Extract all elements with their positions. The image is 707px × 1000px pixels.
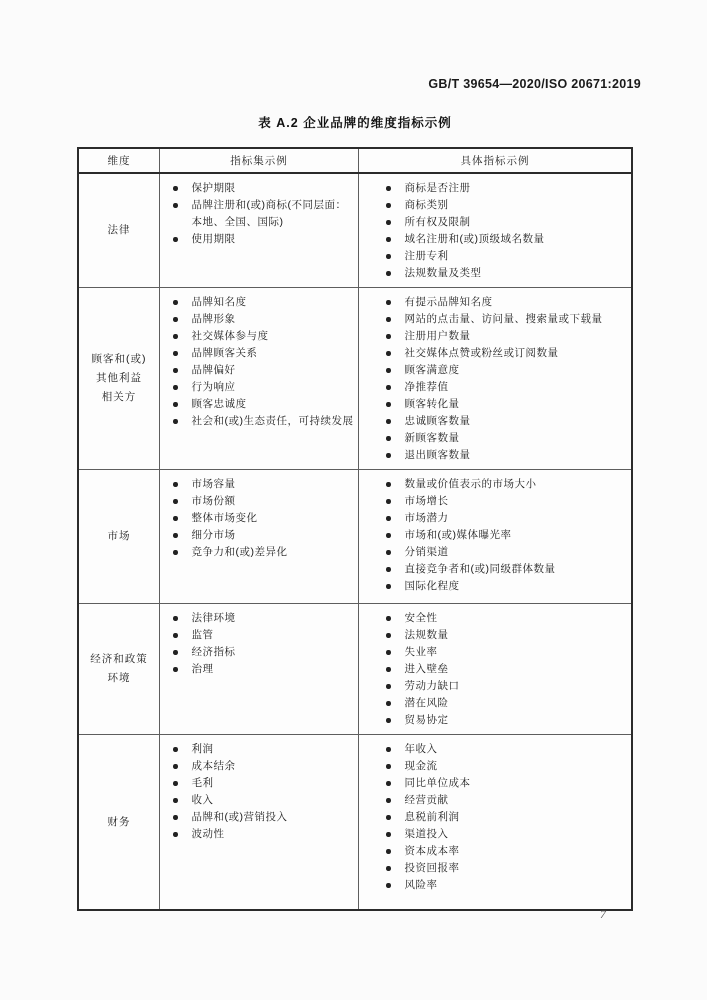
list-item-label: 新顾客数量	[404, 432, 460, 444]
bullet-icon	[386, 203, 391, 208]
list-item-label: 市场份额	[191, 495, 236, 507]
bullet-list	[386, 476, 627, 595]
list-item-label: 监管	[191, 629, 214, 641]
list-item	[386, 362, 627, 379]
list-item-label: 使用期限	[191, 233, 236, 245]
page-number: 7	[600, 907, 606, 921]
list-item-label: 市场增长	[404, 495, 449, 507]
list-item-label: 行为响应	[191, 381, 236, 393]
bullet-list	[386, 741, 627, 894]
list-item-label: 市场容量	[191, 478, 236, 490]
table-row	[79, 735, 631, 909]
bullet-icon	[173, 550, 178, 555]
dimension-label-line: 相关方	[101, 391, 137, 403]
bullet-icon	[173, 781, 178, 786]
dimension-label-line: 财务	[107, 815, 131, 828]
bullet-icon	[173, 186, 178, 191]
bullet-icon	[173, 385, 178, 390]
bullet-icon	[173, 334, 178, 339]
list-item-label: 现金流	[404, 760, 438, 772]
bullet-icon	[386, 718, 391, 723]
list-item	[173, 527, 354, 544]
list-item-label: 退出顾客数量	[404, 449, 471, 461]
list-item	[173, 396, 354, 413]
list-item	[173, 826, 354, 843]
list-item-label: 毛利	[191, 777, 214, 789]
list-item-label: 域名注册和(或)顶级域名数量	[404, 233, 545, 245]
list-item	[386, 610, 627, 627]
dimension-label-line: 环境	[107, 672, 131, 684]
list-item-label: 劳动力缺口	[404, 680, 460, 692]
list-item-label: 品牌和(或)营销投入	[191, 811, 288, 823]
list-item-label: 进入壁垒	[404, 663, 449, 675]
indicator-set-cell	[160, 470, 359, 603]
bullet-icon	[386, 798, 391, 803]
list-item-label: 顾客忠诚度	[191, 398, 247, 410]
list-item	[386, 644, 627, 661]
list-item-label: 波动性	[191, 828, 225, 840]
bullet-icon	[386, 271, 391, 276]
list-item-label: 同比单位成本	[404, 777, 471, 789]
dimension-cell	[79, 604, 160, 734]
list-item-label: 竞争力和(或)差异化	[191, 546, 288, 558]
list-item-label: 品牌偏好	[191, 364, 236, 376]
list-item-label: 细分市场	[191, 529, 236, 541]
list-item-label: 失业率	[404, 646, 438, 658]
bullet-icon	[386, 453, 391, 458]
list-item-label: 经济指标	[191, 646, 236, 658]
bullet-icon	[386, 781, 391, 786]
list-item-label: 法规数量及类型	[404, 267, 482, 279]
bullet-icon	[386, 616, 391, 621]
list-item	[173, 644, 354, 661]
dimension-label-line: 市场	[107, 530, 131, 542]
list-item	[386, 379, 627, 396]
bullet-icon	[386, 832, 391, 837]
bullet-icon	[173, 650, 178, 655]
list-item-label: 法律环境	[191, 612, 236, 624]
list-item-label: 注册专利	[404, 250, 449, 262]
bullet-list	[173, 294, 354, 430]
bullet-icon	[173, 482, 178, 487]
bullet-icon	[386, 516, 391, 521]
table-title: 表 A.2 企业品牌的维度指标示例	[258, 116, 452, 130]
list-item	[386, 661, 627, 678]
bullet-icon	[173, 832, 178, 837]
indicator-set-cell	[160, 288, 359, 469]
list-item	[386, 413, 627, 430]
list-item-label: 利润	[191, 743, 214, 755]
list-item	[386, 758, 627, 775]
bullet-icon	[173, 237, 178, 242]
standard-number-header: GB/T 39654—2020/ISO 20671:2019	[428, 77, 641, 91]
list-item-label: 保护期限	[191, 182, 236, 194]
bullet-icon	[386, 237, 391, 242]
bullet-icon	[386, 883, 391, 888]
list-item	[173, 661, 354, 678]
dimension-cell	[79, 174, 160, 287]
list-item	[173, 231, 354, 248]
dimension-indicators-table	[77, 147, 633, 911]
bullet-list	[386, 294, 627, 464]
bullet-icon	[386, 385, 391, 390]
bullet-icon	[386, 317, 391, 322]
header-cell-indicator-set: 指标集示例	[160, 149, 359, 172]
list-item	[173, 413, 354, 430]
list-item	[386, 843, 627, 860]
list-item-label: 息税前利润	[404, 811, 460, 823]
bullet-icon	[173, 667, 178, 672]
list-item	[173, 328, 354, 345]
bullet-icon	[173, 516, 178, 521]
list-item	[386, 527, 627, 544]
list-item-label: 市场和(或)媒体曝光率	[404, 529, 512, 541]
list-item	[386, 578, 627, 595]
list-item-label: 社交媒体参与度	[191, 330, 269, 342]
list-item	[173, 311, 354, 328]
list-item	[173, 544, 354, 561]
list-item	[386, 231, 627, 248]
table-row	[79, 470, 631, 604]
list-item-label: 顾客转化量	[404, 398, 460, 410]
list-item-label: 净推荐值	[404, 381, 449, 393]
bullet-icon	[173, 419, 178, 424]
list-item-label: 有提示品牌知名度	[404, 296, 493, 308]
bullet-icon	[386, 567, 391, 572]
bullet-icon	[386, 482, 391, 487]
list-item-label: 商标类别	[404, 199, 449, 211]
bullet-icon	[173, 798, 178, 803]
bullet-icon	[386, 650, 391, 655]
list-item-label: 投资回报率	[404, 862, 460, 874]
bullet-icon	[386, 684, 391, 689]
bullet-icon	[173, 351, 178, 356]
indicator-set-cell	[160, 735, 359, 909]
list-item	[173, 294, 354, 311]
bullet-icon	[386, 186, 391, 191]
dimension-cell	[79, 288, 160, 469]
bullet-list	[386, 610, 627, 729]
table-header-row	[79, 149, 631, 174]
indicator-set-cell	[160, 604, 359, 734]
list-item-label: 安全性	[404, 612, 438, 624]
bullet-icon	[173, 368, 178, 373]
bullet-list	[173, 610, 354, 678]
specific-indicators-cell	[359, 288, 631, 469]
bullet-icon	[173, 533, 178, 538]
specific-indicators-cell	[359, 470, 631, 603]
list-item-label: 品牌注册和(或)商标(不同层面：本地、全国、国际)	[191, 199, 347, 228]
list-item-label: 成本结余	[191, 760, 236, 772]
bullet-icon	[386, 419, 391, 424]
list-item-label: 贸易协定	[404, 714, 449, 726]
list-item-label: 忠诚顾客数量	[404, 415, 471, 427]
list-item	[386, 493, 627, 510]
bullet-icon	[386, 499, 391, 504]
list-item	[386, 265, 627, 282]
bullet-icon	[386, 300, 391, 305]
dimension-label-line: 顾客和(或)	[91, 353, 147, 365]
list-item-label: 品牌形象	[191, 313, 236, 325]
bullet-icon	[386, 220, 391, 225]
list-item	[386, 860, 627, 877]
bullet-icon	[386, 334, 391, 339]
list-item	[386, 180, 627, 197]
list-item	[173, 493, 354, 510]
list-item	[386, 430, 627, 447]
list-item-label: 资本成本率	[404, 845, 460, 857]
list-item	[386, 712, 627, 729]
list-item	[386, 775, 627, 792]
header-cell-specific-indicator: 具体指标示例	[460, 155, 530, 167]
list-item	[173, 610, 354, 627]
list-item-label: 社会和(或)生态责任，可持续发展	[191, 415, 354, 427]
list-item	[386, 294, 627, 311]
list-item	[386, 396, 627, 413]
bullet-icon	[386, 254, 391, 259]
bullet-icon	[386, 368, 391, 373]
bullet-icon	[386, 667, 391, 672]
table-row	[79, 604, 631, 735]
specific-indicators-cell	[359, 735, 631, 909]
bullet-icon	[173, 317, 178, 322]
list-item	[173, 345, 354, 362]
bullet-icon	[386, 633, 391, 638]
bullet-list	[386, 180, 627, 282]
bullet-icon	[173, 815, 178, 820]
list-item-label: 数量或价值表示的市场大小	[404, 478, 537, 490]
bullet-icon	[386, 351, 391, 356]
list-item	[386, 792, 627, 809]
list-item-label: 直接竞争者和(或)同级群体数量	[404, 563, 556, 575]
list-item	[173, 180, 354, 197]
list-item	[386, 214, 627, 231]
list-item-label: 风险率	[404, 879, 438, 891]
list-item	[173, 775, 354, 792]
list-item-label: 分销渠道	[404, 546, 449, 558]
list-item	[386, 248, 627, 265]
bullet-list	[173, 741, 354, 843]
list-item	[386, 561, 627, 578]
indicator-set-cell	[160, 174, 359, 287]
list-item	[386, 197, 627, 214]
bullet-icon	[386, 815, 391, 820]
bullet-icon	[386, 550, 391, 555]
list-item	[173, 792, 354, 809]
list-item	[386, 447, 627, 464]
table-row	[79, 174, 631, 288]
list-item-label: 品牌顾客关系	[191, 347, 258, 359]
list-item-label: 潜在风险	[404, 697, 449, 709]
list-item-label: 注册用户数量	[404, 330, 471, 342]
bullet-list	[173, 180, 354, 248]
bullet-icon	[173, 499, 178, 504]
list-item	[386, 311, 627, 328]
bullet-icon	[173, 402, 178, 407]
header-cell-dimension: 维度	[79, 149, 160, 172]
list-item	[386, 741, 627, 758]
list-item	[173, 809, 354, 826]
bullet-icon	[173, 633, 178, 638]
list-item-label: 所有权及限制	[404, 216, 471, 228]
list-item	[173, 758, 354, 775]
list-item	[386, 695, 627, 712]
bullet-icon	[173, 747, 178, 752]
bullet-icon	[386, 747, 391, 752]
list-item	[386, 544, 627, 561]
list-item-label: 国际化程度	[404, 580, 460, 592]
list-item	[173, 197, 354, 231]
dimension-cell	[79, 735, 160, 909]
bullet-icon	[386, 402, 391, 407]
list-item-label: 市场潜力	[404, 512, 449, 524]
dimension-label-line: 其他利益	[96, 372, 142, 384]
specific-indicators-cell	[359, 174, 631, 287]
bullet-list	[173, 476, 354, 561]
list-item	[386, 345, 627, 362]
bullet-icon	[173, 300, 178, 305]
bullet-icon	[386, 701, 391, 706]
list-item	[386, 809, 627, 826]
specific-indicators-cell	[359, 604, 631, 734]
bullet-icon	[386, 533, 391, 538]
list-item	[386, 826, 627, 843]
list-item-label: 整体市场变化	[191, 512, 258, 524]
list-item	[386, 877, 627, 894]
list-item	[386, 678, 627, 695]
bullet-icon	[386, 584, 391, 589]
dimension-label-line: 法律	[107, 224, 131, 236]
list-item	[173, 510, 354, 527]
bullet-icon	[386, 764, 391, 769]
list-item-label: 商标是否注册	[404, 182, 471, 194]
bullet-icon	[386, 436, 391, 441]
list-item	[173, 741, 354, 758]
list-item-label: 社交媒体点赞或粉丝或订阅数量	[404, 347, 559, 359]
dimension-label-line: 经济和政策	[90, 653, 148, 665]
list-item-label: 经营贡献	[404, 794, 449, 806]
list-item	[386, 627, 627, 644]
list-item-label: 品牌知名度	[191, 296, 247, 308]
bullet-icon	[386, 849, 391, 854]
list-item-label: 顾客满意度	[404, 364, 460, 376]
bullet-icon	[386, 866, 391, 871]
list-item	[173, 627, 354, 644]
bullet-icon	[173, 764, 178, 769]
list-item-label: 治理	[191, 663, 214, 675]
bullet-icon	[173, 616, 178, 621]
list-item-label: 法规数量	[404, 629, 449, 641]
bullet-icon	[173, 203, 178, 208]
list-item	[173, 476, 354, 493]
list-item-label: 收入	[191, 794, 214, 806]
list-item	[386, 510, 627, 527]
list-item	[173, 379, 354, 396]
table-body	[79, 174, 631, 909]
list-item-label: 网站的点击量、访问量、搜索量或下载量	[404, 313, 603, 325]
list-item	[386, 476, 627, 493]
list-item	[173, 362, 354, 379]
list-item	[386, 328, 627, 345]
dimension-cell	[79, 470, 160, 603]
list-item-label: 渠道投入	[404, 828, 449, 840]
list-item-label: 年收入	[404, 743, 438, 755]
table-row	[79, 288, 631, 470]
